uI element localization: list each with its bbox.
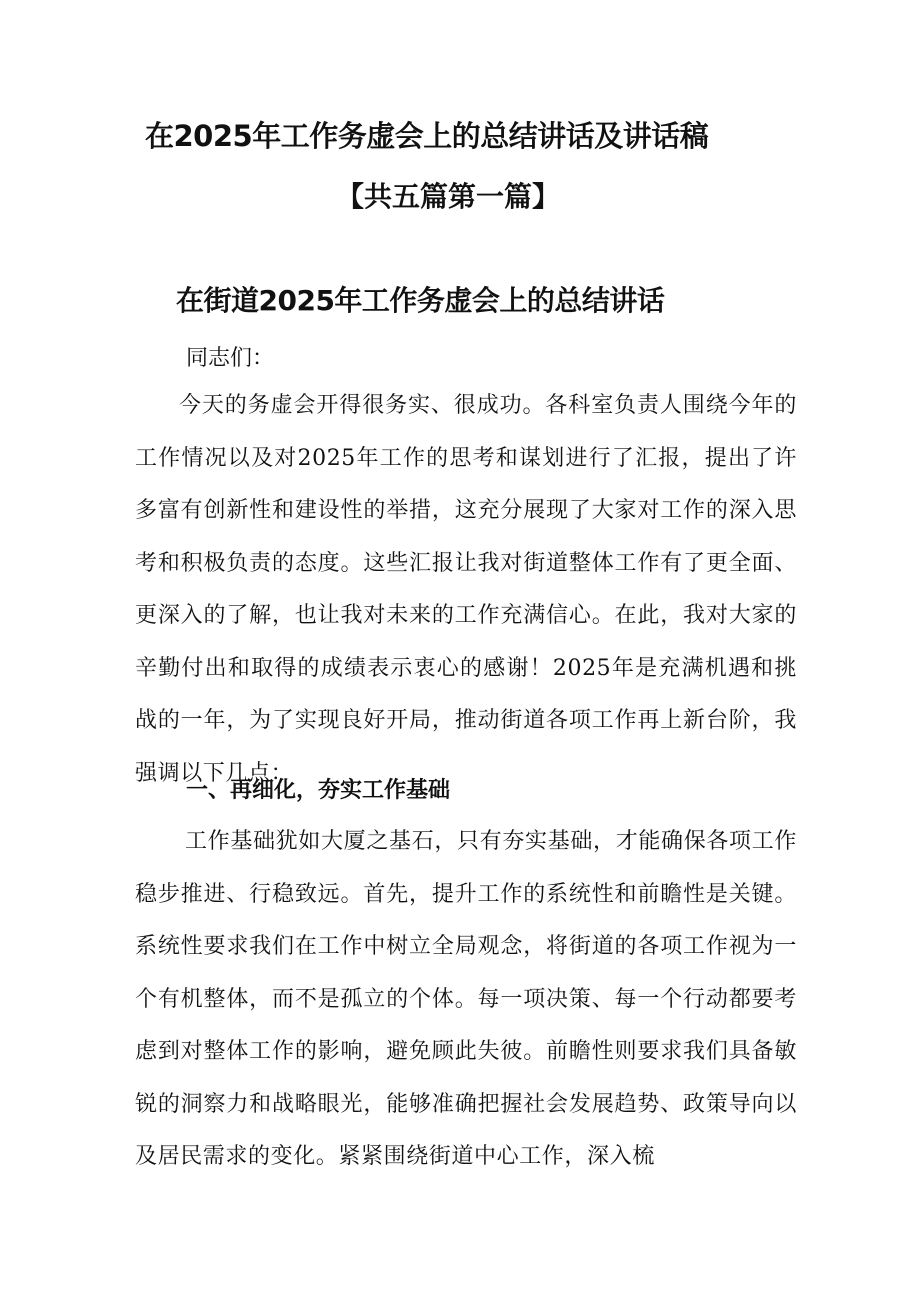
greeting: 同志们： <box>186 346 275 371</box>
paragraph-1: 今天的务虚会开得很务实、很成功。各科室负责人围绕今年的工作情况以及对2025年工作的思考和谋划进行了汇报，提出了许多富有创新性和建设性的举措，这充分展现了大家对工作的深入思考和积极负责的态度。这些汇报让我对街道整体工作有了更全面、更深入的了解，也让我对未来的工作充满信心。在此，我对大家的辛勤付出和取得的成绩表示衷心的感谢！2025年是充满机遇和挑战的一年，为了实现良好开局，推动街道各项工作再上新台阶，我强调以下几点： <box>135 393 797 786</box>
article-title: 在街道2025年工作务虚会上的总结讲话 <box>176 284 665 317</box>
document-subtitle: 【共五篇第一篇】 <box>336 180 561 213</box>
document-title: 在2025年工作务虚会上的总结讲话及讲话稿 <box>145 119 709 153</box>
paragraph-2: 工作基础犹如大厦之基石，只有夯实基础，才能确保各项工作稳步推进、行稳致远。首先，提升工作的系统性和前瞻性是关键。系统性要求我们在工作中树立全局观念，将街道的各项工作视为一个有机整体，而不是孤立的个体。每一项决策、每一个行动都要考虑到对整体工作的影响，避免顾此失彼。前瞻性则要求我们具备敏锐的洞察力和战略眼光，能够准确把握社会发展趋势、政策导向以及居民需求的变化。紧紧围绕街道中心工作，深入梳 <box>135 829 797 1169</box>
section-heading-1: 一、再细化，夯实工作基础 <box>186 778 451 803</box>
